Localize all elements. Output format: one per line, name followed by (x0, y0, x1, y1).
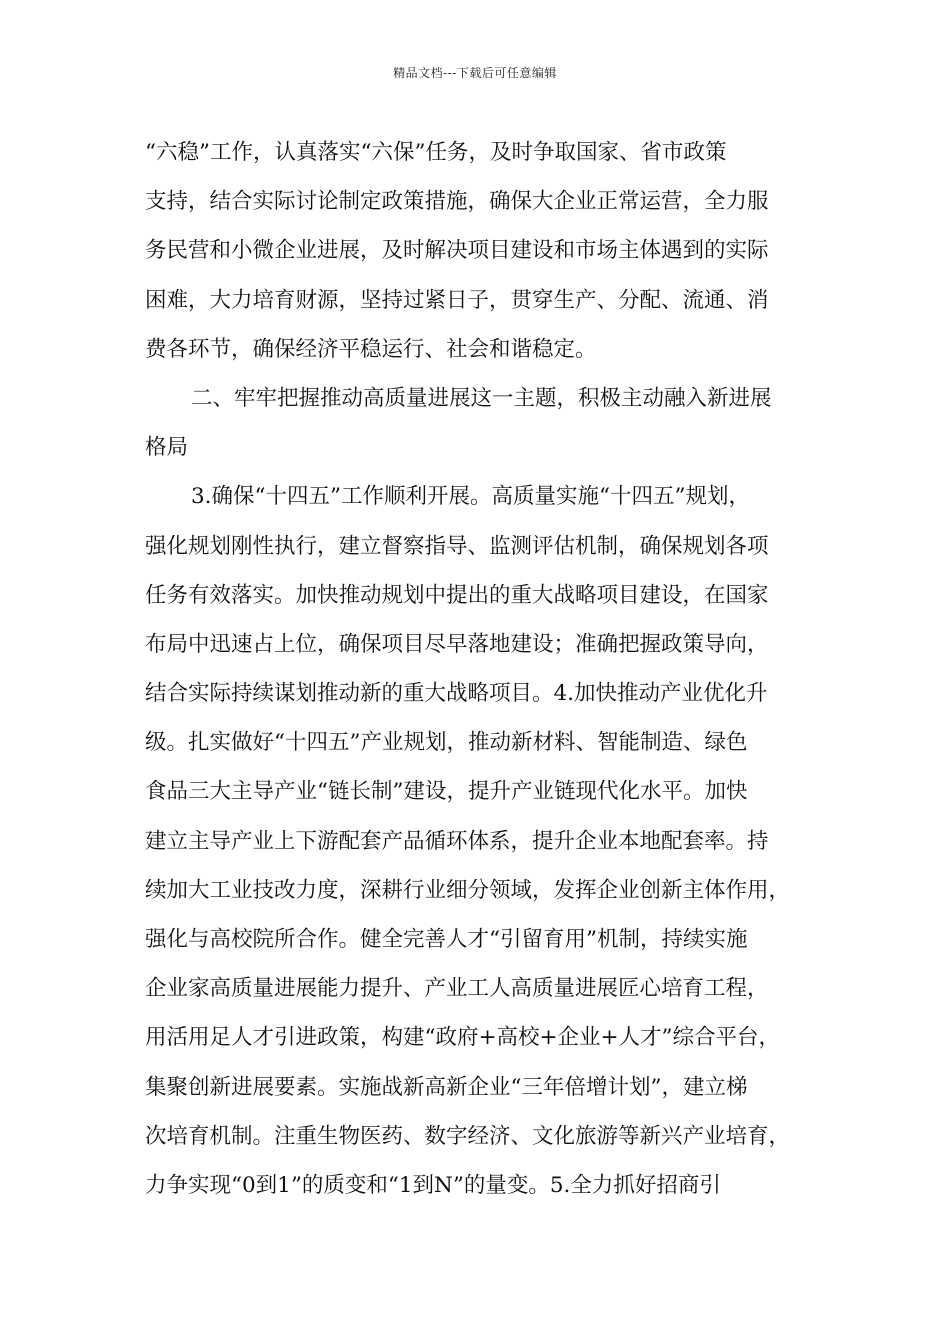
body-text (145, 128, 805, 1210)
text-line: 力争实现“0到1”的质变和“1到N”的量变。5.全力抓好招商引 (145, 1172, 721, 1198)
text-line: “六稳”工作，认真落实“六保”任务，及时争取国家、省市政策 (145, 140, 727, 165)
text-line: 用活用足人才引进政策，构建“政府+高校+企业+人才”综合平台， (145, 1025, 781, 1051)
text-line: 支持，结合实际讨论制定政策措施，确保大企业正常运营，全力服 (145, 189, 769, 215)
page-header: 精品文档---下载后可任意编辑 (393, 66, 557, 80)
text-line: 困难，大力培育财源，坚持过紧日子，贯穿生产、分配、流通、消 (145, 287, 769, 313)
text-line: 食品三大主导产业“链长制”建设，提升产业链现代化水平。加快 (145, 779, 748, 805)
section-heading: 二、牢牢把握推动高质量进展这一主题，积极主动融入新进展 (191, 385, 772, 411)
text-line: 建立主导产业上下游配套产品循环体系，提升企业本地配套率。持 (145, 828, 769, 854)
text-line: 3.确保“十四五”工作顺利开展。高质量实施“十四五”规划， (191, 484, 750, 510)
text-line: 布局中迅速占上位，确保项目尽早落地建设；准确把握政策导向， (145, 631, 769, 657)
text-line: 任务有效落实。加快推动规划中提出的重大战略项目建设，在国家 (145, 582, 769, 608)
text-line: 集聚创新进展要素。实施战新高新企业“三年倍增计划”，建立梯 (145, 1074, 748, 1100)
text-line: 续加大工业技改力度，深耕行业细分领域，发挥企业创新主体作用， (145, 877, 791, 903)
section-heading-continued: 格局 (145, 435, 189, 461)
text-line: 结合实际持续谋划推动新的重大战略项目。4.加快推动产业优化升 (145, 681, 768, 707)
text-line: 强化规划刚性执行，建立督察指导、监测评估机制，确保规划各项 (145, 533, 769, 559)
text-line: 务民营和小微企业进展，及时解决项目建设和市场主体遇到的实际 (145, 238, 769, 264)
text-line: 强化与高校院所合作。健全完善人才“引留育用”机制，持续实施 (145, 927, 748, 952)
text-line: 企业家高质量进展能力提升、产业工人高质量进展匠心培育工程， (145, 976, 769, 1002)
text-line: 级。扎实做好“十四五”产业规划，推动新材料、智能制造、绿色 (145, 730, 748, 756)
text-line: 费各环节，确保经济平稳运行、社会和谐稳定。 (145, 336, 597, 362)
text-line: 次培育机制。注重生物医药、数字经济、文化旅游等新兴产业培育， (145, 1123, 791, 1149)
